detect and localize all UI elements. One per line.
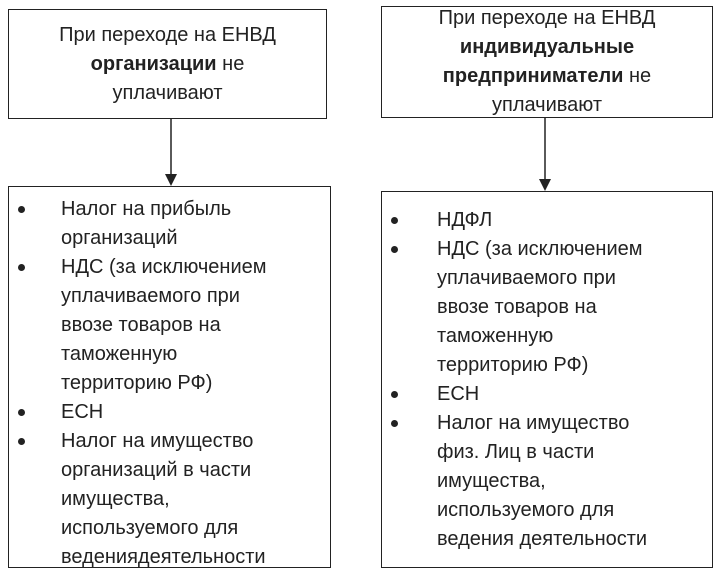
item-text: физ. Лиц в части <box>437 441 595 463</box>
left-list-box <box>8 186 331 568</box>
item-text: Налог на прибыль <box>61 198 232 220</box>
bullet-icon <box>391 391 398 398</box>
right-header-bold1: индивидуальные <box>459 36 635 58</box>
bullet-icon <box>18 409 25 416</box>
item-text: НДС (за исключением <box>61 256 267 278</box>
item-text: Налог на имущество <box>437 412 630 434</box>
item-text: НДФЛ <box>437 209 493 231</box>
bullet-icon <box>391 420 398 427</box>
bullet-icon <box>18 264 25 271</box>
item-text: уплачиваемого при <box>437 267 616 289</box>
item-text: ЕСН <box>437 383 480 405</box>
left-header-line2 <box>59 50 276 79</box>
item-text: организаций в части <box>61 459 252 481</box>
left-tax-list <box>9 195 330 572</box>
item-text: таможенную <box>61 343 178 365</box>
bullet-icon <box>391 246 398 253</box>
right-header-box <box>381 6 713 118</box>
list-item <box>382 380 712 409</box>
item-text: таможенную <box>437 325 554 347</box>
right-header-after-bold: не <box>623 65 652 87</box>
item-text: имущества, <box>437 470 546 492</box>
right-list-box <box>381 191 713 568</box>
item-text: используемого для <box>437 499 615 521</box>
right-tax-list <box>382 206 712 554</box>
right-header-line2 <box>439 33 656 62</box>
item-text: Налог на имущество <box>61 430 254 452</box>
item-text: НДС (за исключением <box>437 238 643 260</box>
item-text: имущества, <box>61 488 170 510</box>
right-header-line1: При переходе на ЕНВД <box>438 7 656 29</box>
left-header-after-bold: не <box>216 52 245 75</box>
right-header-bold2: предприниматели <box>442 65 624 87</box>
item-text: уплачиваемого при <box>61 285 240 307</box>
list-item <box>382 409 712 554</box>
bullet-icon <box>18 206 25 213</box>
left-header-bold: организации <box>90 52 217 75</box>
right-header-line3 <box>439 62 656 91</box>
item-text: ввозе товаров на <box>437 296 597 318</box>
list-item <box>9 398 330 427</box>
list-item <box>9 195 330 253</box>
item-text: территорию РФ) <box>61 372 213 394</box>
item-text: ввозе товаров на <box>61 314 221 336</box>
left-header-line3: уплачивают <box>112 81 223 104</box>
item-text: ЕСН <box>61 401 104 423</box>
left-header-box <box>8 9 327 119</box>
item-text: ведения деятельности <box>437 528 648 550</box>
item-text: территорию РФ) <box>437 354 589 376</box>
list-item <box>9 253 330 398</box>
right-header-line4: уплачивают <box>491 94 603 116</box>
bullet-icon <box>18 438 25 445</box>
left-header-line1: При переходе на ЕНВД <box>59 23 276 46</box>
list-item <box>382 235 712 380</box>
item-text: ведениядеятельности <box>61 546 266 568</box>
bullet-icon <box>391 217 398 224</box>
item-text: используемого для <box>61 517 239 539</box>
list-item <box>382 206 712 235</box>
item-text: организаций <box>61 227 178 249</box>
list-item <box>9 427 330 572</box>
